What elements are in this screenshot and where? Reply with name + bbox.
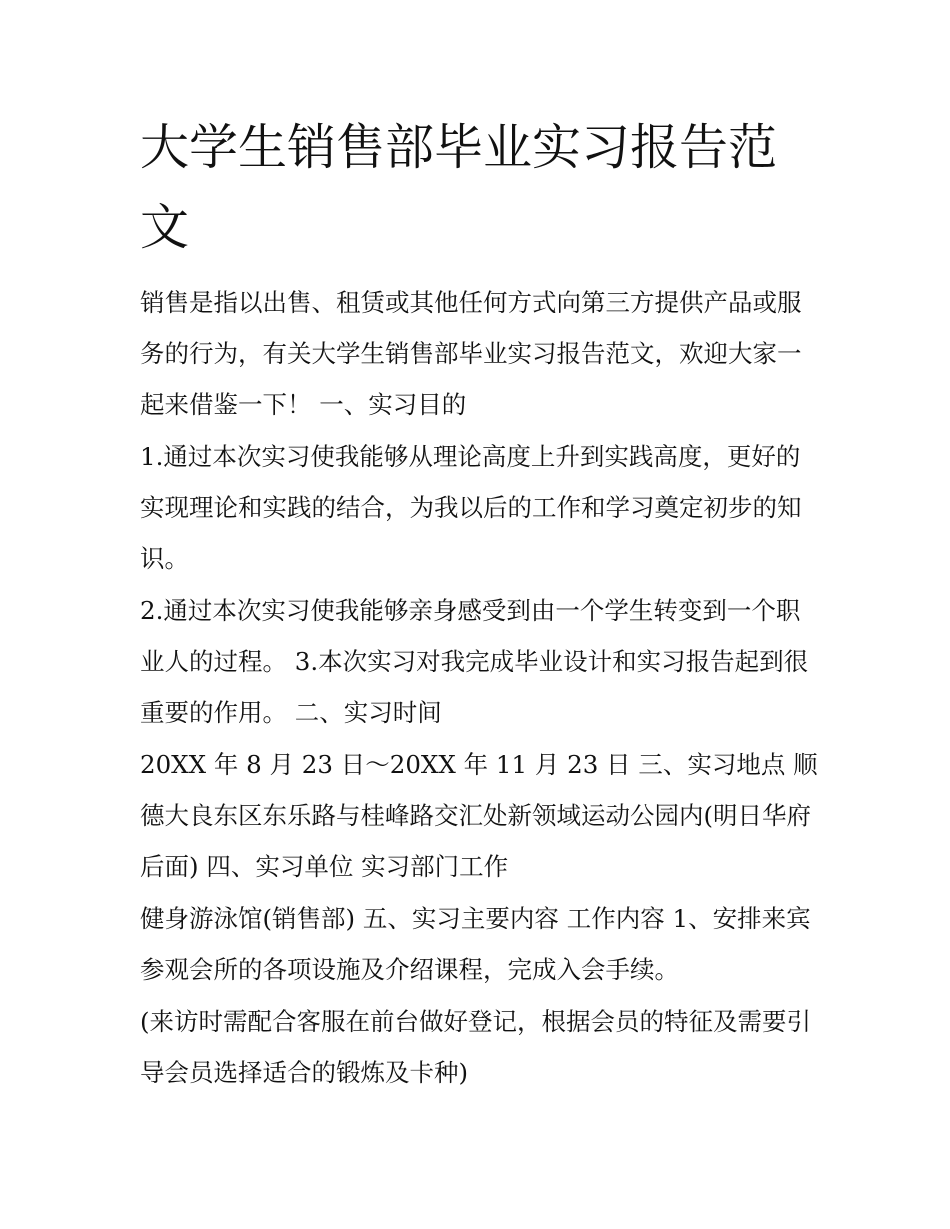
paragraph-purpose-1: 1.通过本次实习使我能够从理论高度上升到实践高度，更好的实现理论和实践的结合，为我以后的工作和学习奠定初步的知识。 — [140, 442, 802, 573]
document-body — [140, 277, 820, 1099]
paragraph-content: 健身游泳馆(销售部) 五、实习主要内容 工作内容 1、安排来宾参观会所的各项设施及介绍课程，完成入会手续。 — [140, 904, 811, 984]
paragraph-purpose-2: 2.通过本次实习使我能够亲身感受到由一个学生转变到一个职业人的过程。 3.本次实习对我完成毕业设计和实习报告起到很重要的作用。 二、实习时间 — [140, 596, 809, 727]
paragraph-intro: 销售是指以出售、租赁或其他任何方式向第三方提供产品或服务的行为，有关大学生销售部毕业实习报告范文，欢迎大家一起来借鉴一下！ 一、实习目的 — [140, 288, 802, 419]
paragraph-time-location: 20XX 年 8 月 23 日～20XX 年 11 月 23 日 三、实习地点 顺德大良东区东乐路与桂峰路交汇处新领域运动公园内(明日华府后面) 四、实习单位 实习部门工作 — [140, 750, 818, 881]
document-title: 大学生销售部毕业实习报告范文 — [140, 119, 778, 256]
paragraph-note: (来访时需配合客服在前台做好登记，根据会员的特征及需要引导会员选择适合的锻炼及卡种) — [140, 1007, 812, 1087]
